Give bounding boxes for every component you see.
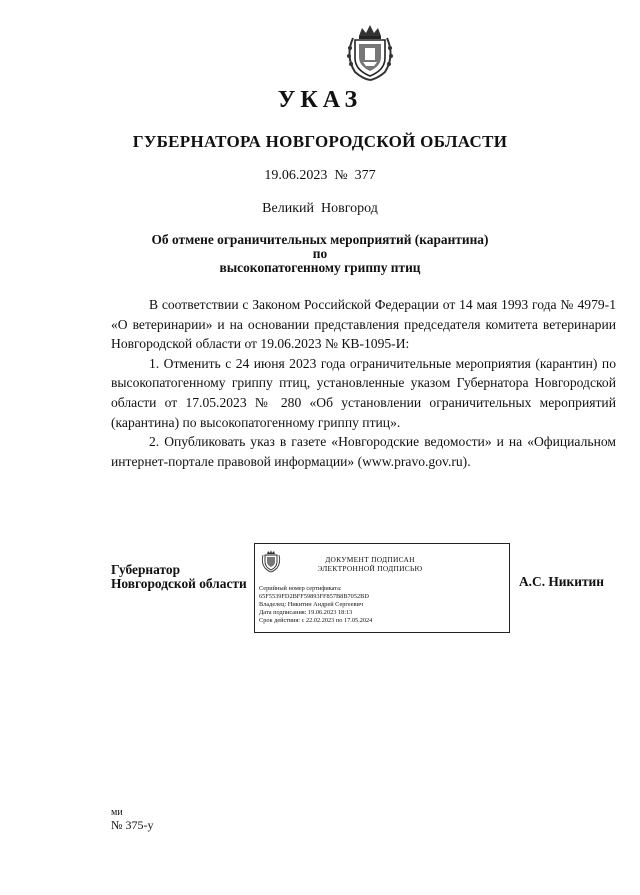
signer-position-line-2: Новгородской области bbox=[111, 576, 247, 591]
stamp-heading bbox=[295, 555, 445, 573]
document-subject bbox=[150, 233, 490, 275]
signer-position-line-1: Губернатор bbox=[111, 562, 181, 577]
document-type-title: УКАЗ bbox=[277, 87, 363, 113]
stamp-signed-date: Дата подписания: 19.06.2023 18:13 bbox=[259, 609, 353, 617]
issuer-title: ГУБЕРНАТОРА НОВГОРОДСКОЙ ОБЛАСТИ bbox=[132, 132, 508, 151]
coat-of-arms-icon bbox=[341, 22, 399, 84]
stamp-cert-label: Серийный номер сертификата: bbox=[259, 585, 342, 592]
item-1-paragraph: 1. Отменить с 24 июня 2023 года ограничительные мероприятия (карантин) по высокопатогенному гриппу птиц, установленные указом Губернатора Новгородской области от 17.05.2023 № 280 «Об установлении ограничительных мероприятий (карантина) по высокопатогенному гриппу птиц». bbox=[111, 355, 616, 430]
signer-position bbox=[111, 563, 247, 591]
date-number-line: 19.06.2023 № 377 bbox=[264, 168, 376, 183]
reference-number: № 375-у bbox=[111, 818, 154, 832]
subject-line-1: Об отмене ограничительных мероприятий (карантина) по bbox=[151, 232, 489, 261]
stamp-validity: Срок действия: с 22.02.2023 по 17.05.2024 bbox=[259, 617, 373, 625]
city-line: Великий Новгород bbox=[262, 201, 378, 216]
electronic-signature-stamp bbox=[254, 543, 510, 633]
item-2-paragraph: 2. Опубликовать указ в газете «Новгородские ведомости» и на «Официальном интернет-портале правовой информации» (www.pravo.gov.ru). bbox=[111, 434, 616, 469]
stamp-cert-value: 65F5539FD2BFF59893FF857B8B7052BD bbox=[259, 593, 369, 601]
document-body bbox=[111, 295, 616, 471]
stamp-heading-line-2: ЭЛЕКТРОННОЙ ПОДПИСЬЮ bbox=[317, 564, 423, 573]
stamp-details bbox=[259, 585, 372, 625]
preamble-paragraph: В соответствии с Законом Российской Федерации от 14 мая 1993 года № 4979-1 «О ветеринарии» и на основании представления председателя комитета ветеринарии Новгородской области от 19.06.2023 № КВ-1095-И: bbox=[111, 297, 616, 352]
signer-name: А.С. Никитин bbox=[519, 574, 604, 589]
subject-line-2: высокопатогенному гриппу птиц bbox=[219, 260, 421, 275]
stamp-emblem-icon bbox=[260, 549, 282, 573]
stamp-heading-line-1: ДОКУМЕНТ ПОДПИСАН bbox=[325, 555, 415, 564]
executor-initials: ми bbox=[111, 807, 123, 818]
reference-block bbox=[111, 806, 153, 832]
stamp-owner: Владелец: Никитин Андрей Сергеевич bbox=[259, 601, 364, 609]
